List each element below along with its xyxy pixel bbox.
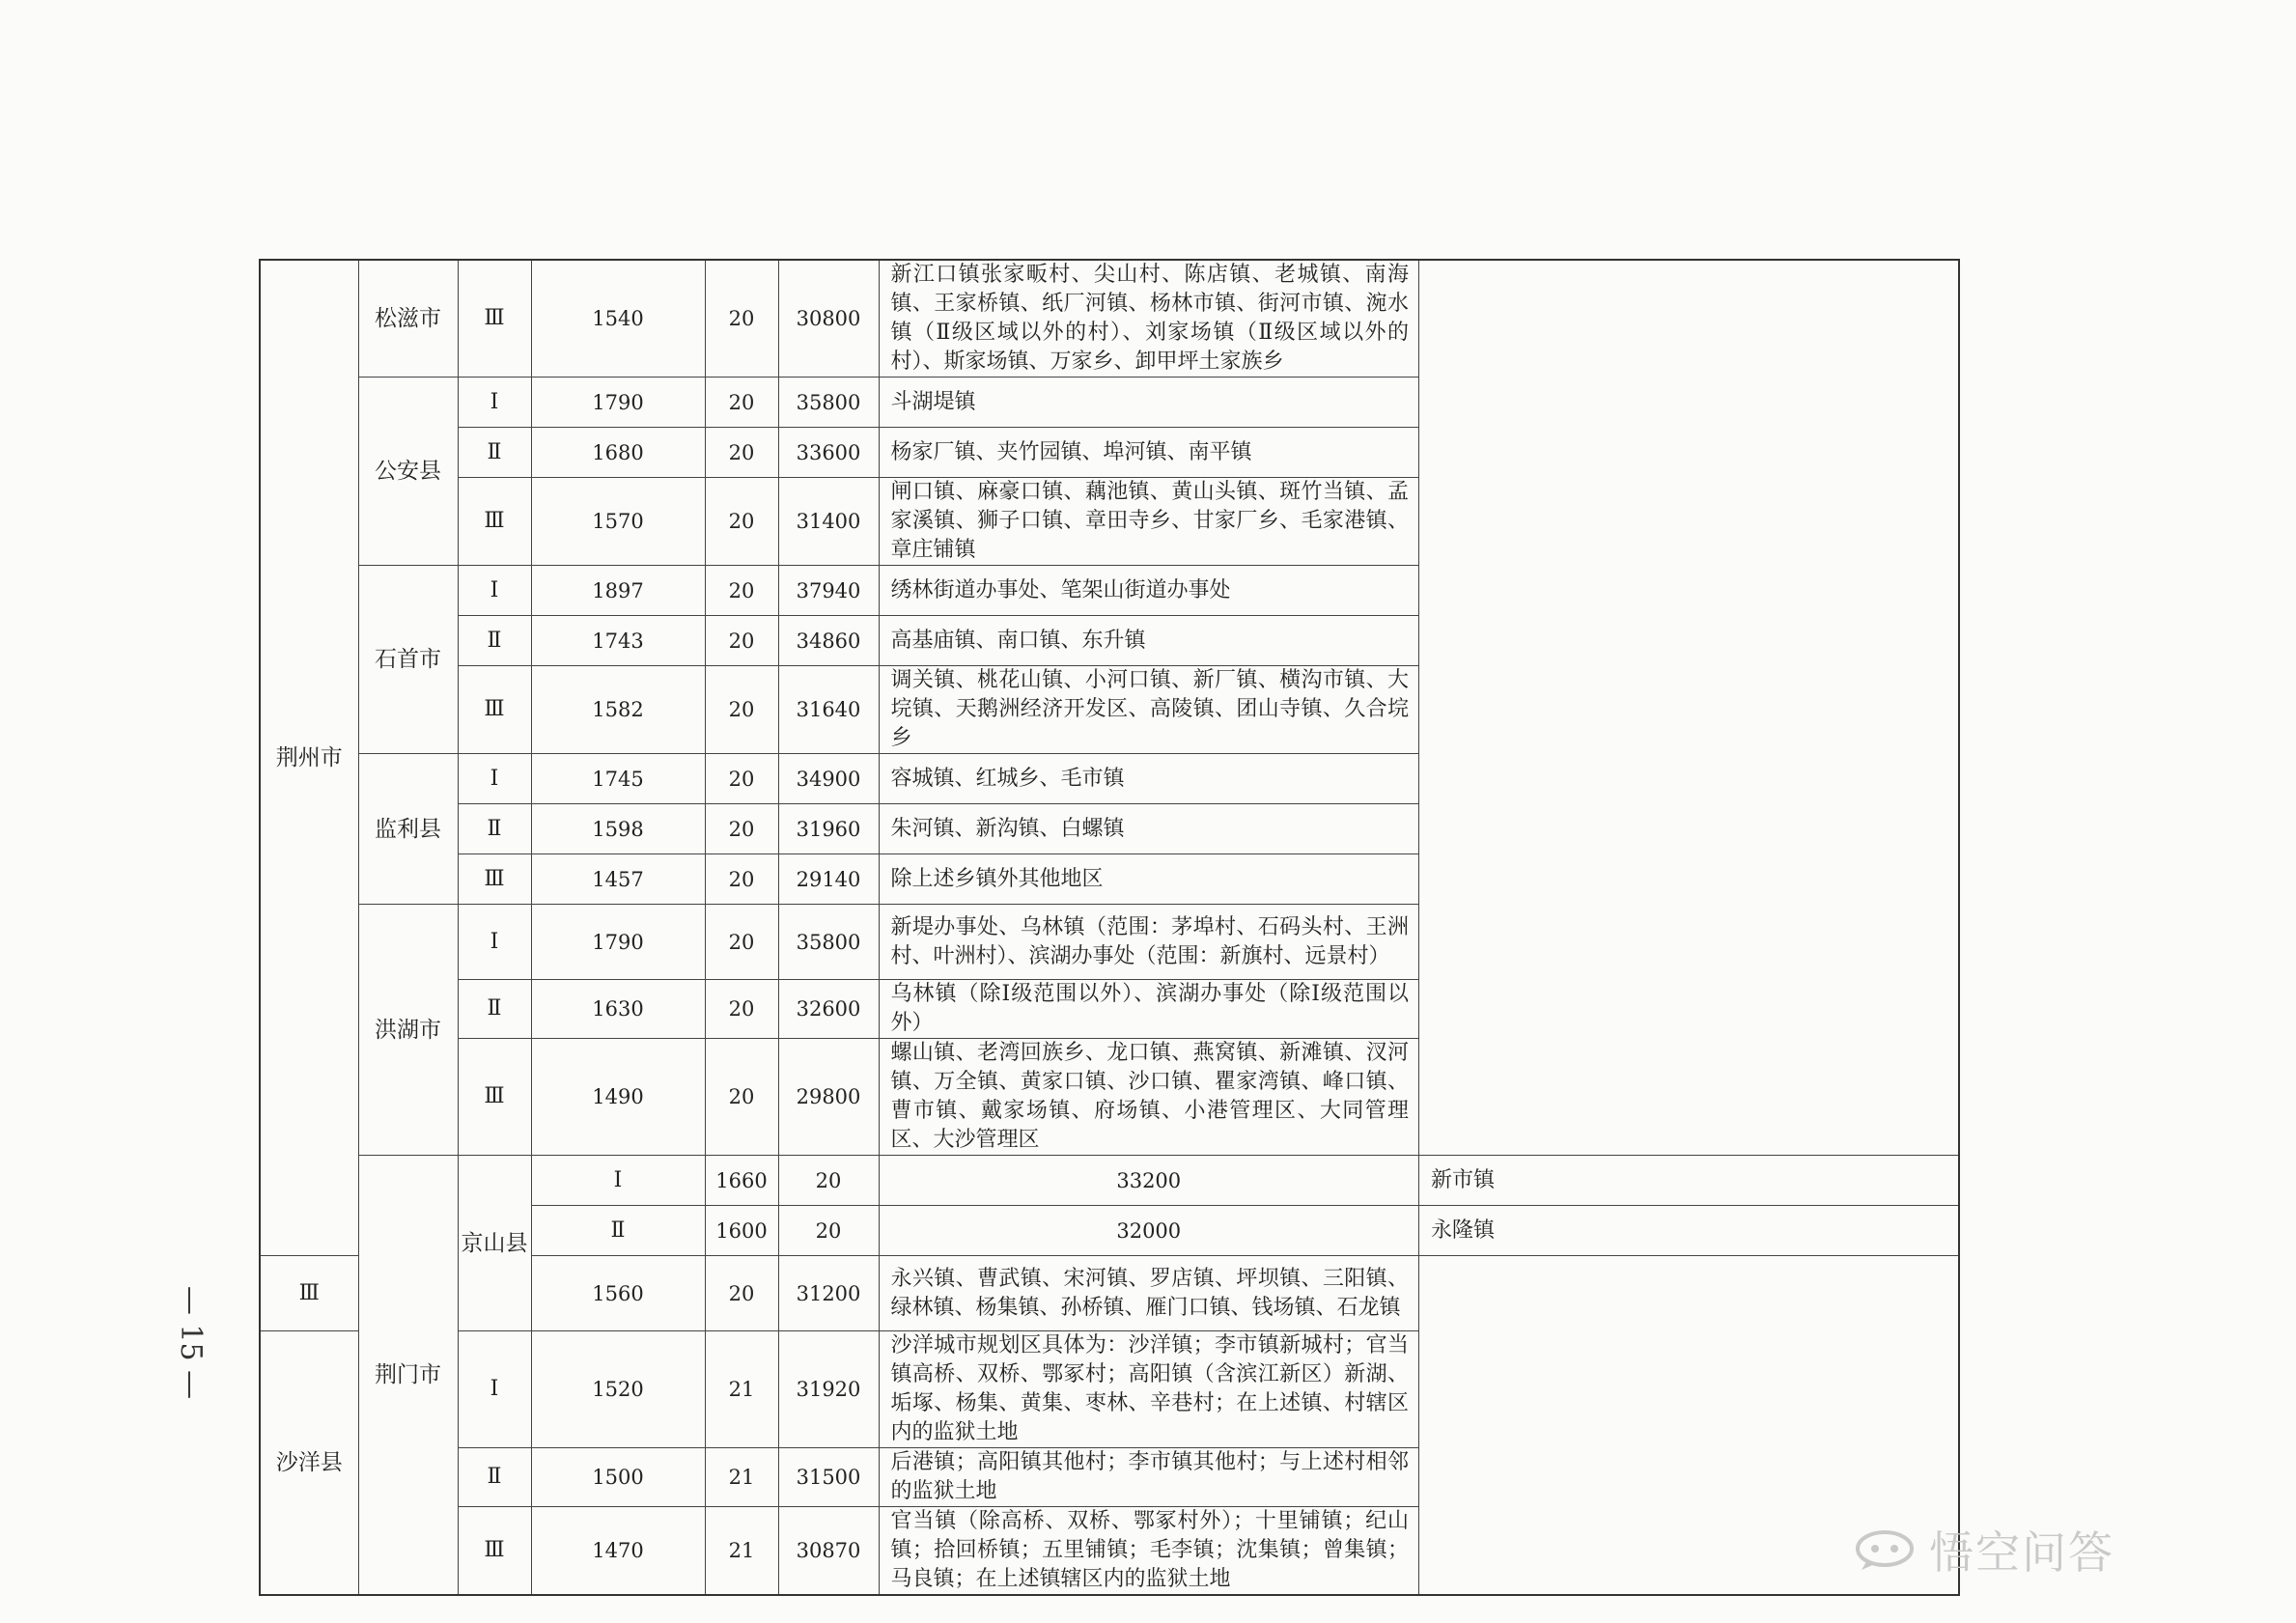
years-cell: 20 bbox=[778, 1156, 879, 1206]
grade-cell: Ⅱ bbox=[531, 1206, 705, 1256]
total-cell: 31400 bbox=[778, 478, 879, 566]
grade-cell: Ⅱ bbox=[458, 980, 531, 1039]
years-cell: 20 bbox=[705, 478, 778, 566]
table-row bbox=[260, 666, 1959, 754]
years-cell: 20 bbox=[705, 428, 778, 478]
table-row bbox=[260, 378, 1959, 428]
county-cell: 松滋市 bbox=[358, 260, 458, 378]
total-cell: 37940 bbox=[778, 566, 879, 616]
area-cell: 螺山镇、老湾回族乡、龙口镇、燕窝镇、新滩镇、汊河镇、万全镇、黄家口镇、沙口镇、瞿家湾镇、峰口镇、曹市镇、戴家场镇、府场镇、小港管理区、大同管理区、大沙管理区 bbox=[879, 1039, 1419, 1156]
price-cell: 1660 bbox=[705, 1156, 778, 1206]
grade-cell: Ⅱ bbox=[458, 804, 531, 854]
total-cell: 31200 bbox=[778, 1256, 879, 1331]
area-cell: 沙洋城市规划区具体为：沙洋镇；李市镇新城村；官当镇高桥、双桥、鄂冢村；高阳镇（含滨江新区）新湖、垢塚、杨集、黄集、枣林、辛巷村；在上述镇、村辖区内的监狱土地 bbox=[879, 1331, 1419, 1448]
grade-cell: Ⅲ bbox=[458, 260, 531, 378]
years-cell: 20 bbox=[705, 854, 778, 905]
grade-cell: Ⅰ bbox=[458, 754, 531, 804]
price-cell: 1790 bbox=[531, 905, 705, 980]
county-cell: 洪湖市 bbox=[358, 905, 458, 1156]
years-cell: 20 bbox=[705, 754, 778, 804]
area-cell: 永兴镇、曹武镇、宋河镇、罗店镇、坪坝镇、三阳镇、绿林镇、杨集镇、孙桥镇、雁门口镇、钱场镇、石龙镇 bbox=[879, 1256, 1419, 1331]
table-row bbox=[260, 1448, 1959, 1507]
area-cell: 斗湖堤镇 bbox=[879, 378, 1419, 428]
price-cell: 1790 bbox=[531, 378, 705, 428]
grade-cell: Ⅲ bbox=[458, 1039, 531, 1156]
years-cell: 20 bbox=[705, 260, 778, 378]
page-number bbox=[164, 1255, 218, 1429]
page-number-text: — 15 — bbox=[174, 1285, 209, 1399]
grade-cell: Ⅰ bbox=[458, 1331, 531, 1448]
area-cell: 官当镇（除高桥、双桥、鄂冢村外）；十里铺镇；纪山镇；拾回桥镇；五里铺镇；毛李镇；沈集镇；曾集镇；马良镇；在上述镇辖区内的监狱土地 bbox=[879, 1507, 1419, 1596]
years-cell: 21 bbox=[705, 1331, 778, 1448]
table-row bbox=[260, 1156, 1959, 1206]
area-cell: 乌林镇（除Ⅰ级范围以外）、滨湖办事处（除Ⅰ级范围以外） bbox=[879, 980, 1419, 1039]
price-cell: 1570 bbox=[531, 478, 705, 566]
table-row bbox=[260, 1331, 1959, 1448]
area-cell: 除上述乡镇外其他地区 bbox=[879, 854, 1419, 905]
area-cell: 朱河镇、新沟镇、白螺镇 bbox=[879, 804, 1419, 854]
years-cell: 20 bbox=[705, 980, 778, 1039]
grade-cell: Ⅲ bbox=[458, 1507, 531, 1596]
grade-cell: Ⅱ bbox=[458, 428, 531, 478]
area-cell: 新市镇 bbox=[1419, 1156, 1960, 1206]
table-row bbox=[260, 854, 1959, 905]
years-cell: 20 bbox=[705, 1256, 778, 1331]
total-cell: 33600 bbox=[778, 428, 879, 478]
grade-cell: Ⅱ bbox=[458, 616, 531, 666]
table-row bbox=[260, 616, 1959, 666]
grade-cell: Ⅲ bbox=[458, 666, 531, 754]
price-cell: 1745 bbox=[531, 754, 705, 804]
price-cell: 1457 bbox=[531, 854, 705, 905]
price-cell: 1560 bbox=[531, 1256, 705, 1331]
total-cell: 32600 bbox=[778, 980, 879, 1039]
area-cell: 绣林街道办事处、笔架山街道办事处 bbox=[879, 566, 1419, 616]
price-cell: 1630 bbox=[531, 980, 705, 1039]
area-cell: 新江口镇张家畈村、尖山村、陈店镇、老城镇、南海镇、王家桥镇、纸厂河镇、杨林市镇、街河市镇、涴水镇（Ⅱ级区域以外的村）、刘家场镇（Ⅱ级区域以外的村）、斯家场镇、万家乡、卸甲坪土家族乡 bbox=[879, 260, 1419, 378]
table-body bbox=[260, 260, 1959, 1595]
total-cell: 31640 bbox=[778, 666, 879, 754]
total-cell: 35800 bbox=[778, 905, 879, 980]
years-cell: 20 bbox=[705, 666, 778, 754]
price-cell: 1680 bbox=[531, 428, 705, 478]
grade-cell: Ⅲ bbox=[458, 854, 531, 905]
price-cell: 1490 bbox=[531, 1039, 705, 1156]
table-row bbox=[260, 260, 1959, 378]
total-cell: 29800 bbox=[778, 1039, 879, 1156]
table-row bbox=[260, 566, 1959, 616]
watermark bbox=[1854, 1518, 2114, 1581]
years-cell: 20 bbox=[705, 804, 778, 854]
table-row bbox=[260, 478, 1959, 566]
grade-cell: Ⅲ bbox=[458, 478, 531, 566]
years-cell: 20 bbox=[705, 566, 778, 616]
table-row bbox=[260, 905, 1959, 980]
total-cell: 32000 bbox=[879, 1206, 1419, 1256]
county-cell: 石首市 bbox=[358, 566, 458, 754]
county-cell: 公安县 bbox=[358, 378, 458, 566]
price-cell: 1470 bbox=[531, 1507, 705, 1596]
total-cell: 35800 bbox=[778, 378, 879, 428]
city-cell: 荆州市 bbox=[260, 260, 358, 1256]
area-cell: 永隆镇 bbox=[1419, 1206, 1960, 1256]
table-row bbox=[260, 1507, 1959, 1596]
land-price-table bbox=[259, 259, 1960, 1596]
county-cell: 京山县 bbox=[458, 1156, 531, 1331]
years-cell: 20 bbox=[705, 616, 778, 666]
total-cell: 33200 bbox=[879, 1156, 1419, 1206]
years-cell: 20 bbox=[705, 905, 778, 980]
county-cell: 沙洋县 bbox=[260, 1331, 358, 1596]
table-row bbox=[260, 980, 1959, 1039]
years-cell: 20 bbox=[705, 1039, 778, 1156]
area-cell: 调关镇、桃花山镇、小河口镇、新厂镇、横沟市镇、大垸镇、天鹅洲经济开发区、高陵镇、团山寺镇、久合垸乡 bbox=[879, 666, 1419, 754]
total-cell: 31920 bbox=[778, 1331, 879, 1448]
city-cell: 荆门市 bbox=[358, 1156, 458, 1596]
price-cell: 1540 bbox=[531, 260, 705, 378]
speech-bubble-logo-icon bbox=[1854, 1527, 1916, 1572]
price-cell: 1500 bbox=[531, 1448, 705, 1507]
price-cell: 1600 bbox=[705, 1206, 778, 1256]
price-cell: 1897 bbox=[531, 566, 705, 616]
price-cell: 1582 bbox=[531, 666, 705, 754]
area-cell: 闸口镇、麻豪口镇、藕池镇、黄山头镇、斑竹当镇、孟家溪镇、狮子口镇、章田寺乡、甘家厂乡、毛家港镇、章庄铺镇 bbox=[879, 478, 1419, 566]
years-cell: 20 bbox=[705, 378, 778, 428]
grade-cell: Ⅰ bbox=[531, 1156, 705, 1206]
table-row bbox=[260, 804, 1959, 854]
years-cell: 21 bbox=[705, 1507, 778, 1596]
table-row bbox=[260, 428, 1959, 478]
years-cell: 20 bbox=[778, 1206, 879, 1256]
total-cell: 31960 bbox=[778, 804, 879, 854]
table-row bbox=[260, 1039, 1959, 1156]
total-cell: 30870 bbox=[778, 1507, 879, 1596]
area-cell: 高基庙镇、南口镇、东升镇 bbox=[879, 616, 1419, 666]
area-cell: 新堤办事处、乌林镇（范围：茅埠村、石码头村、王洲村、叶洲村）、滨湖办事处（范围：新旗村、远景村） bbox=[879, 905, 1419, 980]
area-cell: 后港镇；高阳镇其他村；李市镇其他村；与上述村相邻的监狱土地 bbox=[879, 1448, 1419, 1507]
total-cell: 31500 bbox=[778, 1448, 879, 1507]
grade-cell: Ⅰ bbox=[458, 378, 531, 428]
grade-cell: Ⅱ bbox=[458, 1448, 531, 1507]
area-cell: 杨家厂镇、夹竹园镇、埠河镇、南平镇 bbox=[879, 428, 1419, 478]
price-cell: 1743 bbox=[531, 616, 705, 666]
price-cell: 1598 bbox=[531, 804, 705, 854]
total-cell: 34860 bbox=[778, 616, 879, 666]
table-row bbox=[260, 754, 1959, 804]
grade-cell: Ⅰ bbox=[458, 905, 531, 980]
price-cell: 1520 bbox=[531, 1331, 705, 1448]
county-cell: 监利县 bbox=[358, 754, 458, 905]
grade-cell: Ⅲ bbox=[260, 1256, 358, 1331]
watermark-text: 悟空问答 bbox=[1929, 1526, 2114, 1579]
total-cell: 34900 bbox=[778, 754, 879, 804]
years-cell: 21 bbox=[705, 1448, 778, 1507]
total-cell: 30800 bbox=[778, 260, 879, 378]
total-cell: 29140 bbox=[778, 854, 879, 905]
area-cell: 容城镇、红城乡、毛市镇 bbox=[879, 754, 1419, 804]
grade-cell: Ⅰ bbox=[458, 566, 531, 616]
